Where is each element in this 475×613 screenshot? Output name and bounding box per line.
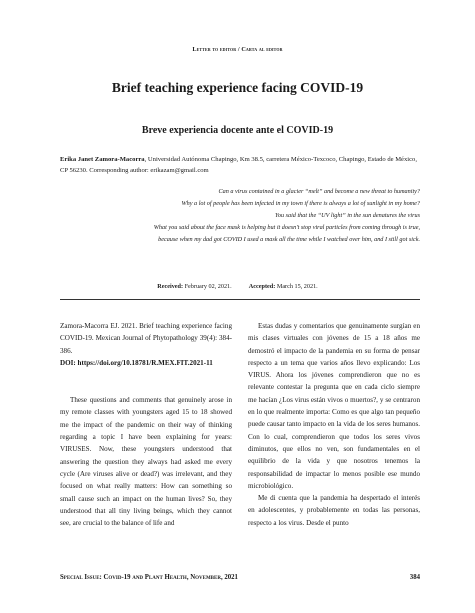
quote-line: Can a virus contained in a glacier “melt” and become a new threat to humanity? bbox=[218, 188, 420, 195]
article-subtitle: Breve experiencia docente ante el COVID-19 bbox=[141, 125, 334, 136]
body-paragraph-en: These questions and comments that genuinely arose in my remote classes with youngsters aged 15 to 18 showed me the impact of the pandemic on their way of thinking regarding a topic I have been explaining for years: VIRUSES. Now, these youngsters understood that answering the question they always had asked me every cycle (Are viruses alive or dead?) was irrelevant, and they focused on what really matters: How can something so small cause such an impact on the human lives? So, they understood that all tiny living beings, which they cannot see, are crucial to the balance of life and bbox=[60, 396, 232, 528]
author-affiliation: , Universidad Autónoma Chapingo, Km 38.5, carretera México-Texcoco, Chapingo, Estado de México, CP 56230. Corresponding author: erikazam@gmail.com bbox=[60, 156, 417, 174]
left-column bbox=[60, 320, 232, 529]
quote-line: What you said about the face mask is helping but it doesn't stop viral particles from coming through is true, bbox=[153, 224, 420, 231]
section-heading: Letter to editor / Carta al editor bbox=[192, 46, 283, 53]
citation-block bbox=[60, 320, 232, 369]
right-column bbox=[248, 320, 420, 529]
quote-line: Why a lot of people has been infected in my town if there is always a lot of sunlight in my home? bbox=[181, 200, 420, 207]
author-block bbox=[60, 155, 420, 176]
body-paragraph-es: Me di cuenta que la pandemia ha despertado el interés en adolescentes, y probablemente en todas las personas, respecto a los virus. Desde el punto bbox=[248, 494, 420, 527]
quote-line: because when my dad got COVID I used a mask all the time while I watched over him, and I still got sick. bbox=[158, 236, 420, 243]
page-number: 384 bbox=[409, 574, 420, 581]
citation-doi[interactable]: DOI: https://doi.org/10.18781/R.MEX.FIT.2021-11 bbox=[60, 358, 213, 367]
divider-rule bbox=[60, 299, 420, 300]
author-name: Erika Janet Zamora-Macorra bbox=[60, 156, 145, 163]
accepted-label: Accepted: bbox=[248, 283, 276, 290]
quote-line: You said that the “UV light” in the sun denatures the virus bbox=[274, 212, 420, 219]
footer-issue: Special Issue: Covid-19 and Plant Health, November, 2021 bbox=[60, 574, 238, 581]
accepted-date: March 15, 2021. bbox=[276, 283, 318, 290]
body-paragraph-es: Estas dudas y comentarios que genuinamente surgían en mis clases virtuales con jóvenes de 15 a 18 años me demostró el impacto de la pandemia en su forma de pensar respecto a un tema que varios años llevo explicando: Los VIRUS. Ahora los jóvenes comprendieron que no es relevante contestar la pregunta que en cada ciclo siempre me hacían ¿Los virus están vivos o muertos?, y se centraron en lo que realmente importa: Como es que algo tan pequeño puede causar tanto impacto en la vida de los seres humanos. Con lo cual, comprendieron que todos los seres vivos diminutos, que ellos no ven, son fundamentales en el equilibrio de la vida y que nosotros tenemos la responsabilidad de impactar lo menos posible ese mundo microbiológico. bbox=[248, 322, 420, 490]
received-date: February 02, 2021. bbox=[184, 283, 232, 290]
received-label: Received: bbox=[157, 283, 184, 290]
epigraph-quotes bbox=[120, 186, 420, 246]
page-footer bbox=[60, 574, 420, 581]
citation-text: Zamora-Macorra EJ. 2021. Brief teaching experience facing COVID-19. Mexican Journal of Phytopathology 39(4): 384-386. bbox=[60, 322, 232, 355]
article-title: Brief teaching experience facing COVID-19 bbox=[111, 80, 364, 95]
submission-dates bbox=[0, 283, 475, 290]
